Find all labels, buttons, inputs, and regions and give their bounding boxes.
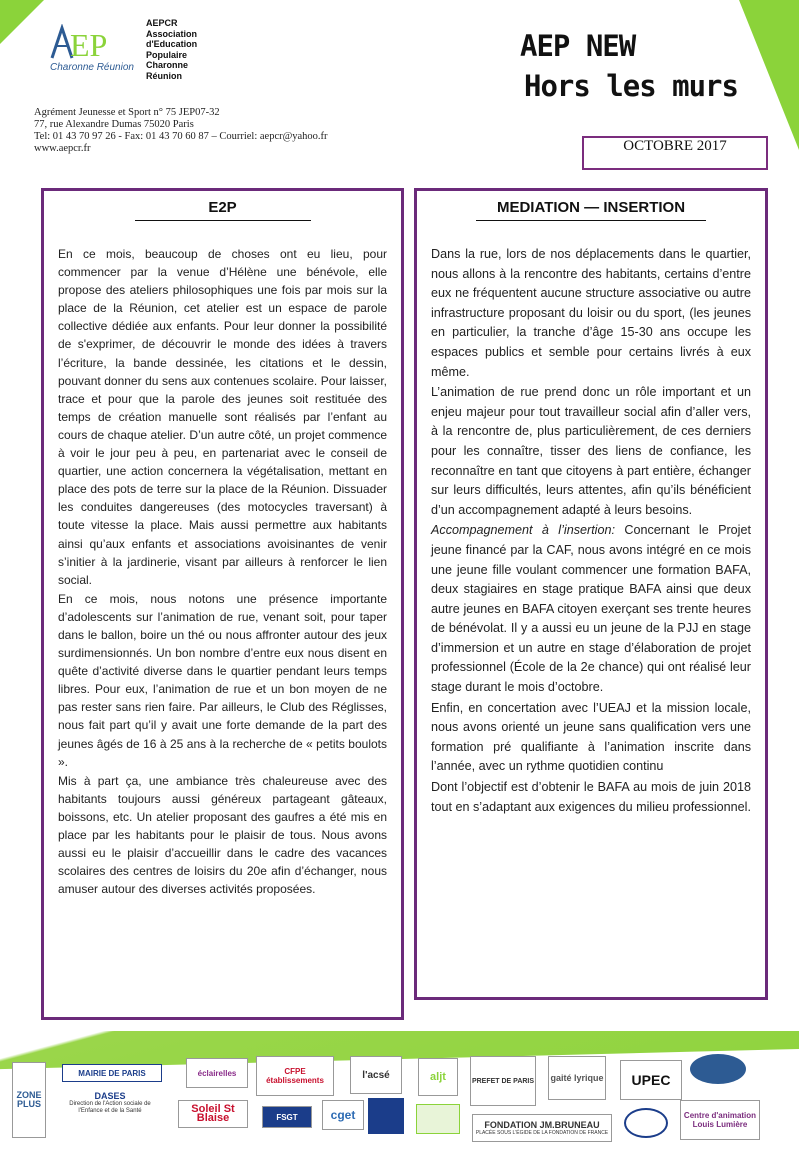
logo-subtitle: Charonne Réunion <box>50 62 134 73</box>
heading-underline <box>476 220 706 221</box>
sponsor-dases-sub: Direction de l'Action sociale de l'Enfance et de la Santé <box>69 1100 151 1114</box>
paragraph-text: Concernant le Projet jeune financé par la CAF, nous avons intégré en ce mois une jeune fille voulant commencer une formation BAFA, deux stagiaires en stage pratique BAFA ainsi que deux autre jeunes en BAFA citoyen exerçant ses trente heures de bénévolat. Il y a aussi eu un jeune de la PJJ en stage d’immersion et un autre en stage d’élaboration de projet professionnel (École de la 2e chance) qui ont réalisé leur stage durant le mois d’octobre. <box>431 523 751 695</box>
newsletter-title <box>520 30 738 102</box>
assoc-line: Populaire <box>146 49 188 60</box>
sponsor-dases-name: DASES <box>94 1090 126 1101</box>
sponsor-prefet-paris: PREFET DE PARIS <box>470 1056 536 1106</box>
sponsor-round-logo <box>624 1108 668 1138</box>
sponsor-logo-green <box>416 1104 460 1134</box>
contact-line: 77, rue Alexandre Dumas 75020 Paris <box>34 119 194 130</box>
paragraph: En ce mois, nous notons une présence importante d’adolescents sur l’animation de rue, venant soit, pour taper dans le ballon, boire un thé ou nous affronter autour des jeux surdimensionnés. Un bon nombre d’entre eux nous disent en quête d’activité diverse dans le quartier pendant leurs temps libres. Pour eux, l’animation de rue et un bon moyen de ne pas rester sans rien faire. Par ailleurs, le Club des Réglisses, nous fait part qu’il y avait une forte demande de la part des jeunes âgés de 16 à 25 ans à la recherche de « petits boulots ». <box>58 591 387 769</box>
logo-mark-icon <box>48 24 128 60</box>
contact-line: Agrément Jeunesse et Sport n° 75 JEP07-32 <box>34 107 220 118</box>
sponsor-oval-logo <box>690 1054 746 1084</box>
title-line-1: AEP NEW <box>520 29 636 63</box>
paragraph: L’animation de rue prend donc un rôle important et un enjeu majeur pour tout travailleur social afin d’aller vers, à la rencontre de, plus particulièrement, de ces derniers pour les connaître, tisser des liens de confiance, les reconnaître en tant que citoyens à part entière, échanger sur leurs difficultés, leurs attentes, afin qu’ils bénéficient d’un accompagnement adapté à leurs besoins. <box>431 385 751 517</box>
contact-block <box>34 107 328 155</box>
sponsor-logo-dark <box>368 1098 404 1134</box>
mediation-insertion-column <box>414 188 768 1000</box>
issue-date: OCTOBRE 2017 <box>582 136 768 170</box>
assoc-line: Charonne <box>146 60 189 70</box>
sponsor-fondation-sub: PLACÉE SOUS L'ÉGIDE DE LA FONDATION DE FRANCE <box>475 1129 609 1136</box>
sponsor-mairie-paris: MAIRIE DE PARIS <box>62 1064 162 1082</box>
sponsor-soleil: Soleil St Blaise <box>178 1100 248 1128</box>
paragraph: Mis à part ça, une ambiance très chaleureuse avec des habitants toujours aussi généreux partageant gâteaux, boissons, etc. Un atelier proposant des gaufres a été mis en place par les habitants pour le plaisir de tous. Nous avons aussi eu le plaisir d’accueillir dans le cadre des vacances scolaires des centres de loisirs du 20e afin d’échanger, nous amuser autour des diverses activités proposées. <box>58 773 387 897</box>
sponsor-upec: UPEC <box>620 1060 682 1100</box>
website-link[interactable]: www.aepcr.fr <box>34 143 91 154</box>
column-body <box>58 245 387 898</box>
sponsor-fondation-bruneau <box>472 1114 612 1142</box>
assoc-line: d'Education <box>146 39 198 49</box>
paragraph: Dont l’objectif est d’obtenir le BAFA au mois de juin 2018 tout en s’adaptant aux exigences du milieu professionnel. <box>431 780 751 814</box>
aepcr-logo <box>42 24 142 76</box>
assoc-line: AEPCR <box>146 18 178 28</box>
sponsor-fondation-name: FONDATION JM.BRUNEAU <box>484 1119 600 1130</box>
sponsor-fsgt: FSGT <box>262 1106 312 1128</box>
heading-underline <box>135 220 311 221</box>
paragraph: Enfin, en concertation avec l’UEAJ et la mission locale, nous avons orienté un jeune sans qualification vers une formation pré qualifiante à l’animation inscrite dans l’année, avec un rythme quotidien continu <box>431 700 751 774</box>
sponsor-dases <box>62 1088 158 1118</box>
e2p-column <box>41 188 404 1020</box>
sponsor-acse: l'acsé <box>350 1056 402 1094</box>
paragraph <box>431 521 751 697</box>
contact-line: Tel: 01 43 70 97 26 - Fax: 01 43 70 60 87 – Courriel: aepcr@yahoo.fr <box>34 131 328 142</box>
title-line-2: Hors les murs <box>524 69 738 103</box>
sponsor-louis-lumiere: Centre d'animation Louis Lumière <box>680 1100 760 1140</box>
association-name <box>146 18 197 81</box>
sponsor-cfpe: CFPE établissements <box>256 1056 334 1096</box>
assoc-line: Association <box>146 28 198 39</box>
sponsor-cget: cget <box>322 1100 364 1130</box>
sponsor-eclairelles: éclairelles <box>186 1058 248 1088</box>
paragraph: En ce mois, beaucoup de choses ont eu lieu, pour commencer par la venue d’Hélène une bénévole, elle propose des ateliers philosophiques une fois par mois sur la place de la Réunion, cet atelier est un espace de parole collective dédiée aux enfants. Pour leur donner la possibilité de s'exprimer, de découvrir le monde des idées à travers l’écriture, la bande dessinée, les citations et le dessin, pouvant donner du sens aux contenues scolaire. Pour laisser, trace et pour que la parole des jeunes soit restituée des temps de création manuelle sont réalisés par l’enfant au cours de chaque atelier. D’un autre côté, un projet commence à voir le jour peu à peu, en partenariat avec le conseil de quartier, une action concernera la végétalisation, mettant en place des pots de terre sur la place de la Réunion. Dissuader les conduites dangereuses (des motocycles traversant) à toute vitesse la place. Mais aussi permettre aux habitants ainsi qu’aux enfants et associations avoisinantes de venir s’initier à la jardinerie, visant par ailleurs à renforcer le lien social. <box>58 247 387 587</box>
sponsor-gaite-lyrique: gaité lyrique <box>548 1056 606 1100</box>
svg-text:EP: EP <box>70 27 108 60</box>
sponsor-aljt: aljt <box>418 1058 458 1096</box>
subsection-label: Accompagnement à l’insertion: <box>431 523 615 538</box>
corner-accent-right <box>739 0 799 150</box>
column-heading: E2P <box>208 199 237 216</box>
paragraph: Dans la rue, lors de nos déplacements dans le quartier, nous allons à la rencontre des habitants, certains d’entre eux ne fréquentent aucune structure associative ou autre infrastructure proposant du loisir ou du sport, (les jeunes en particulier, la tranche d’âge 15-30 ans occupe les espaces publics et semble pour certains livrés à eux même. <box>431 247 751 379</box>
column-heading: MEDIATION — INSERTION <box>496 199 686 216</box>
assoc-line: Réunion <box>146 70 182 81</box>
corner-accent-left <box>0 0 44 44</box>
sponsor-zone-plus: ZONE PLUS <box>12 1062 46 1138</box>
column-body <box>431 245 751 817</box>
